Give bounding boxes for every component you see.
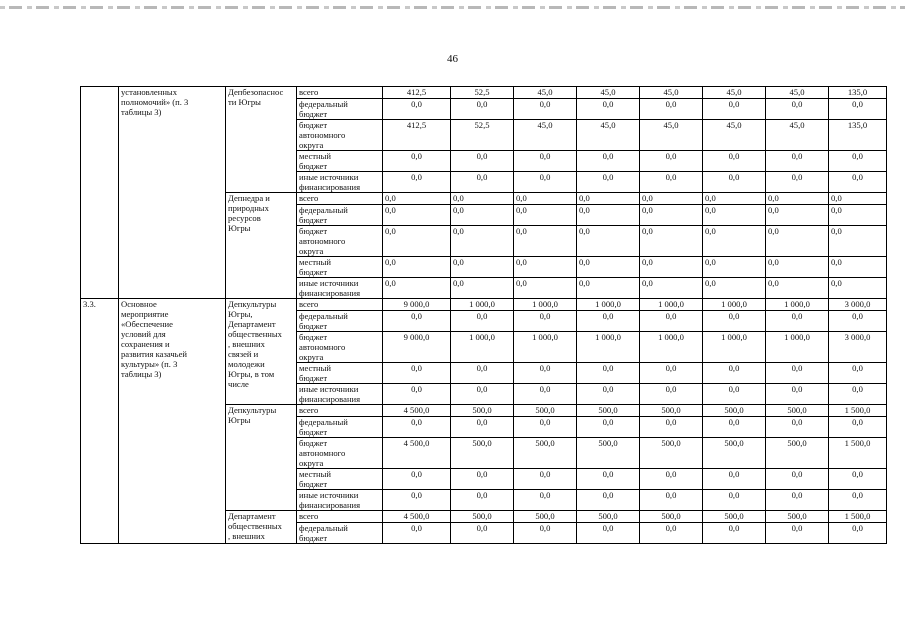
table-cell: 0,0	[451, 469, 514, 490]
table-cell: иные источники финансирования	[297, 384, 383, 405]
table-cell: 0,0	[640, 523, 703, 544]
table-cell: 0,0	[451, 99, 514, 120]
table-cell: 0,0	[577, 311, 640, 332]
table-cell: 0,0	[766, 469, 829, 490]
table-cell: 0,0	[766, 172, 829, 193]
table-cell: 0,0	[451, 257, 514, 278]
table-cell: 500,0	[514, 405, 577, 417]
table-cell: 52,5	[451, 120, 514, 151]
table-cell: 0,0	[703, 172, 766, 193]
table-cell: 0,0	[640, 278, 703, 299]
table-cell: федеральный бюджет	[297, 311, 383, 332]
table-cell: 0,0	[766, 363, 829, 384]
table-cell: 0,0	[766, 523, 829, 544]
table-cell: бюджет автономного округа	[297, 120, 383, 151]
table-cell: установленных полномочий» (п. 3 таблицы 3)	[119, 87, 226, 299]
table-cell: 0,0	[451, 384, 514, 405]
table-cell: местный бюджет	[297, 257, 383, 278]
table-cell: 0,0	[514, 384, 577, 405]
table-cell: бюджет автономного округа	[297, 438, 383, 469]
table-cell: 500,0	[514, 438, 577, 469]
table-cell: 0,0	[829, 384, 887, 405]
table-cell: бюджет автономного округа	[297, 332, 383, 363]
table-cell: 0,0	[640, 172, 703, 193]
table-cell: 0,0	[703, 469, 766, 490]
table-cell: 45,0	[703, 120, 766, 151]
page-number: 46	[447, 53, 458, 65]
table-cell: всего	[297, 87, 383, 99]
table-cell: 0,0	[829, 523, 887, 544]
table-cell: 0,0	[640, 205, 703, 226]
table-cell: 0,0	[766, 257, 829, 278]
table-cell: 45,0	[514, 87, 577, 99]
table-cell: 0,0	[577, 151, 640, 172]
table-cell: 1 000,0	[703, 299, 766, 311]
table-cell: 0,0	[451, 151, 514, 172]
table-cell	[81, 87, 119, 299]
table-cell: 0,0	[829, 257, 887, 278]
table-cell: Депкультуры Югры, Департамент общественных , внешних связей и молодежи Югры, в том числе	[226, 299, 297, 405]
table-cell: 0,0	[451, 205, 514, 226]
table-cell: 0,0	[451, 417, 514, 438]
table-cell: 0,0	[577, 523, 640, 544]
table-cell: 0,0	[640, 99, 703, 120]
page-bottom-margin	[0, 580, 905, 640]
table-cell: 0,0	[703, 205, 766, 226]
table-cell: 0,0	[577, 99, 640, 120]
table-cell: 0,0	[383, 257, 451, 278]
table-cell: 1 000,0	[451, 299, 514, 311]
table-cell: 0,0	[383, 490, 451, 511]
table-cell: 4 500,0	[383, 438, 451, 469]
table-cell: 45,0	[703, 87, 766, 99]
table-cell: 0,0	[383, 311, 451, 332]
table-cell: 0,0	[703, 417, 766, 438]
table-cell: 0,0	[514, 469, 577, 490]
table-cell: 4 500,0	[383, 405, 451, 417]
table-cell: 4 500,0	[383, 511, 451, 523]
table-cell: 3.3.	[81, 299, 119, 544]
table-cell: местный бюджет	[297, 469, 383, 490]
table-cell: 0,0	[766, 205, 829, 226]
table-cell: 0,0	[766, 193, 829, 205]
table-cell: 1 000,0	[640, 299, 703, 311]
table-cell: 0,0	[577, 205, 640, 226]
table-cell: всего	[297, 405, 383, 417]
table-cell: Депбезопаснос ти Югры	[226, 87, 297, 193]
table-cell: 500,0	[640, 511, 703, 523]
table-cell: 0,0	[829, 490, 887, 511]
budget-table	[80, 86, 887, 544]
table-cell: 0,0	[383, 226, 451, 257]
table-cell: 0,0	[451, 278, 514, 299]
table-cell: 1 000,0	[766, 332, 829, 363]
table-cell: 0,0	[577, 193, 640, 205]
table-cell: 0,0	[383, 417, 451, 438]
table-cell: 0,0	[640, 311, 703, 332]
table-cell: 0,0	[514, 417, 577, 438]
table-cell: федеральный бюджет	[297, 417, 383, 438]
table-cell: 0,0	[703, 226, 766, 257]
table-cell: 500,0	[640, 405, 703, 417]
table-cell: 0,0	[829, 417, 887, 438]
table-cell: 135,0	[829, 120, 887, 151]
table-cell: 0,0	[703, 193, 766, 205]
table-cell: Основное мероприятие «Обеспечение условий для сохранения и развития казачьей культуры» (п. 3 таблицы 3)	[119, 299, 226, 544]
table-row	[81, 87, 887, 99]
table-cell: 0,0	[514, 523, 577, 544]
table-cell: 0,0	[514, 278, 577, 299]
table-cell: 0,0	[829, 363, 887, 384]
table-cell: 412,5	[383, 87, 451, 99]
table-cell: 45,0	[577, 120, 640, 151]
table-cell: 135,0	[829, 87, 887, 99]
table-cell: местный бюджет	[297, 363, 383, 384]
table-cell: 1 000,0	[451, 332, 514, 363]
table-cell: 45,0	[640, 120, 703, 151]
table-cell: 0,0	[577, 363, 640, 384]
table-cell: 0,0	[766, 226, 829, 257]
table-cell: 0,0	[640, 384, 703, 405]
table-cell: 0,0	[514, 226, 577, 257]
table-cell: 0,0	[383, 205, 451, 226]
table-cell: 45,0	[766, 120, 829, 151]
table-cell: 1 000,0	[514, 299, 577, 311]
table-cell: 0,0	[703, 257, 766, 278]
table-cell: 500,0	[766, 438, 829, 469]
table-cell: 0,0	[640, 469, 703, 490]
table-cell: 0,0	[383, 151, 451, 172]
table-cell: 500,0	[703, 405, 766, 417]
table-cell: 0,0	[766, 384, 829, 405]
table-cell: 0,0	[383, 469, 451, 490]
scan-edge-artifact	[0, 6, 905, 9]
table-cell: 0,0	[766, 99, 829, 120]
table-cell: 0,0	[703, 523, 766, 544]
table-cell: 500,0	[640, 438, 703, 469]
table-cell: 9 000,0	[383, 332, 451, 363]
table-cell: 412,5	[383, 120, 451, 151]
table-cell: 1 000,0	[577, 299, 640, 311]
table-cell: 0,0	[383, 99, 451, 120]
table-cell: 0,0	[766, 490, 829, 511]
table-body	[81, 87, 887, 544]
table-cell: 0,0	[383, 363, 451, 384]
table-cell: 0,0	[514, 257, 577, 278]
table-cell: 500,0	[577, 511, 640, 523]
table-cell: 500,0	[451, 511, 514, 523]
table-cell: 0,0	[640, 226, 703, 257]
table-cell: 1 500,0	[829, 438, 887, 469]
table-cell: всего	[297, 193, 383, 205]
table-cell: 0,0	[451, 172, 514, 193]
table-cell: 0,0	[451, 490, 514, 511]
table-cell: 0,0	[766, 278, 829, 299]
table-cell: 0,0	[640, 151, 703, 172]
table-cell: 0,0	[451, 363, 514, 384]
table-cell: 0,0	[514, 205, 577, 226]
table-cell: 0,0	[514, 172, 577, 193]
table-cell: 3 000,0	[829, 299, 887, 311]
table-cell: 0,0	[514, 99, 577, 120]
table-cell: 0,0	[640, 193, 703, 205]
table-cell: 0,0	[514, 151, 577, 172]
table-cell: 0,0	[451, 193, 514, 205]
table-cell: 0,0	[829, 278, 887, 299]
table-cell: 1 000,0	[703, 332, 766, 363]
table-cell: 0,0	[766, 417, 829, 438]
table-cell: 0,0	[766, 151, 829, 172]
table-cell: 0,0	[703, 363, 766, 384]
table-cell: 0,0	[640, 363, 703, 384]
table-cell: 0,0	[514, 193, 577, 205]
table-cell: 1 000,0	[577, 332, 640, 363]
table-cell: всего	[297, 299, 383, 311]
table-cell: 0,0	[514, 490, 577, 511]
table-cell: 1 000,0	[640, 332, 703, 363]
table-cell: 500,0	[766, 511, 829, 523]
table-cell: 0,0	[577, 469, 640, 490]
table-cell: 0,0	[829, 311, 887, 332]
table-cell: 0,0	[514, 311, 577, 332]
table-cell: 9 000,0	[383, 299, 451, 311]
table-cell: федеральный бюджет	[297, 99, 383, 120]
table-cell: 0,0	[829, 172, 887, 193]
table-cell: 0,0	[383, 384, 451, 405]
table-cell: 500,0	[514, 511, 577, 523]
table-cell: 45,0	[577, 87, 640, 99]
table-cell: 500,0	[451, 438, 514, 469]
table-cell: 500,0	[703, 438, 766, 469]
table-cell: 0,0	[451, 311, 514, 332]
table-cell: 0,0	[383, 172, 451, 193]
table-cell: 1 000,0	[766, 299, 829, 311]
table-cell: 0,0	[451, 523, 514, 544]
table-cell: 0,0	[766, 311, 829, 332]
table-cell: иные источники финансирования	[297, 172, 383, 193]
table-cell: 0,0	[577, 226, 640, 257]
table-cell: 0,0	[577, 417, 640, 438]
table-cell: 0,0	[829, 469, 887, 490]
table-cell: Департамент общественных , внешних	[226, 511, 297, 544]
table-cell: 0,0	[577, 278, 640, 299]
table-cell: 0,0	[703, 99, 766, 120]
table-cell: 500,0	[577, 405, 640, 417]
table-cell: 0,0	[829, 226, 887, 257]
table-cell: 0,0	[514, 363, 577, 384]
table-cell: 500,0	[577, 438, 640, 469]
table-cell: 45,0	[514, 120, 577, 151]
table-cell: 0,0	[640, 490, 703, 511]
table-cell: 0,0	[829, 205, 887, 226]
table-cell: 45,0	[766, 87, 829, 99]
table-cell: иные источники финансирования	[297, 490, 383, 511]
table-cell: 0,0	[703, 278, 766, 299]
table-row	[81, 299, 887, 311]
table-cell: Депкультуры Югры	[226, 405, 297, 511]
table-cell: 0,0	[640, 417, 703, 438]
table-cell: 500,0	[703, 511, 766, 523]
table-cell: Депнедра и природных ресурсов Югры	[226, 193, 297, 299]
table-cell: 0,0	[703, 311, 766, 332]
table-cell: 52,5	[451, 87, 514, 99]
table-cell: 1 500,0	[829, 511, 887, 523]
table-cell: иные источники финансирования	[297, 278, 383, 299]
table-cell: 0,0	[451, 226, 514, 257]
table-cell: 0,0	[577, 384, 640, 405]
table-cell: 45,0	[640, 87, 703, 99]
table-cell: 0,0	[577, 172, 640, 193]
table-cell: 500,0	[766, 405, 829, 417]
table-cell: 0,0	[829, 99, 887, 120]
table-cell: 0,0	[383, 523, 451, 544]
table-cell: местный бюджет	[297, 151, 383, 172]
table-cell: 1 000,0	[514, 332, 577, 363]
table-cell: 3 000,0	[829, 332, 887, 363]
table-cell: 0,0	[577, 490, 640, 511]
table-cell: 1 500,0	[829, 405, 887, 417]
table-cell: 0,0	[577, 257, 640, 278]
table-cell: 500,0	[451, 405, 514, 417]
table-cell: 0,0	[640, 257, 703, 278]
table-cell: федеральный бюджет	[297, 205, 383, 226]
table-cell: федеральный бюджет	[297, 523, 383, 544]
table-cell: всего	[297, 511, 383, 523]
table-cell: 0,0	[383, 193, 451, 205]
table-cell: бюджет автономного округа	[297, 226, 383, 257]
table-cell: 0,0	[703, 384, 766, 405]
table-cell: 0,0	[703, 490, 766, 511]
table-cell: 0,0	[829, 151, 887, 172]
table-cell: 0,0	[703, 151, 766, 172]
table-cell: 0,0	[383, 278, 451, 299]
table-cell: 0,0	[829, 193, 887, 205]
